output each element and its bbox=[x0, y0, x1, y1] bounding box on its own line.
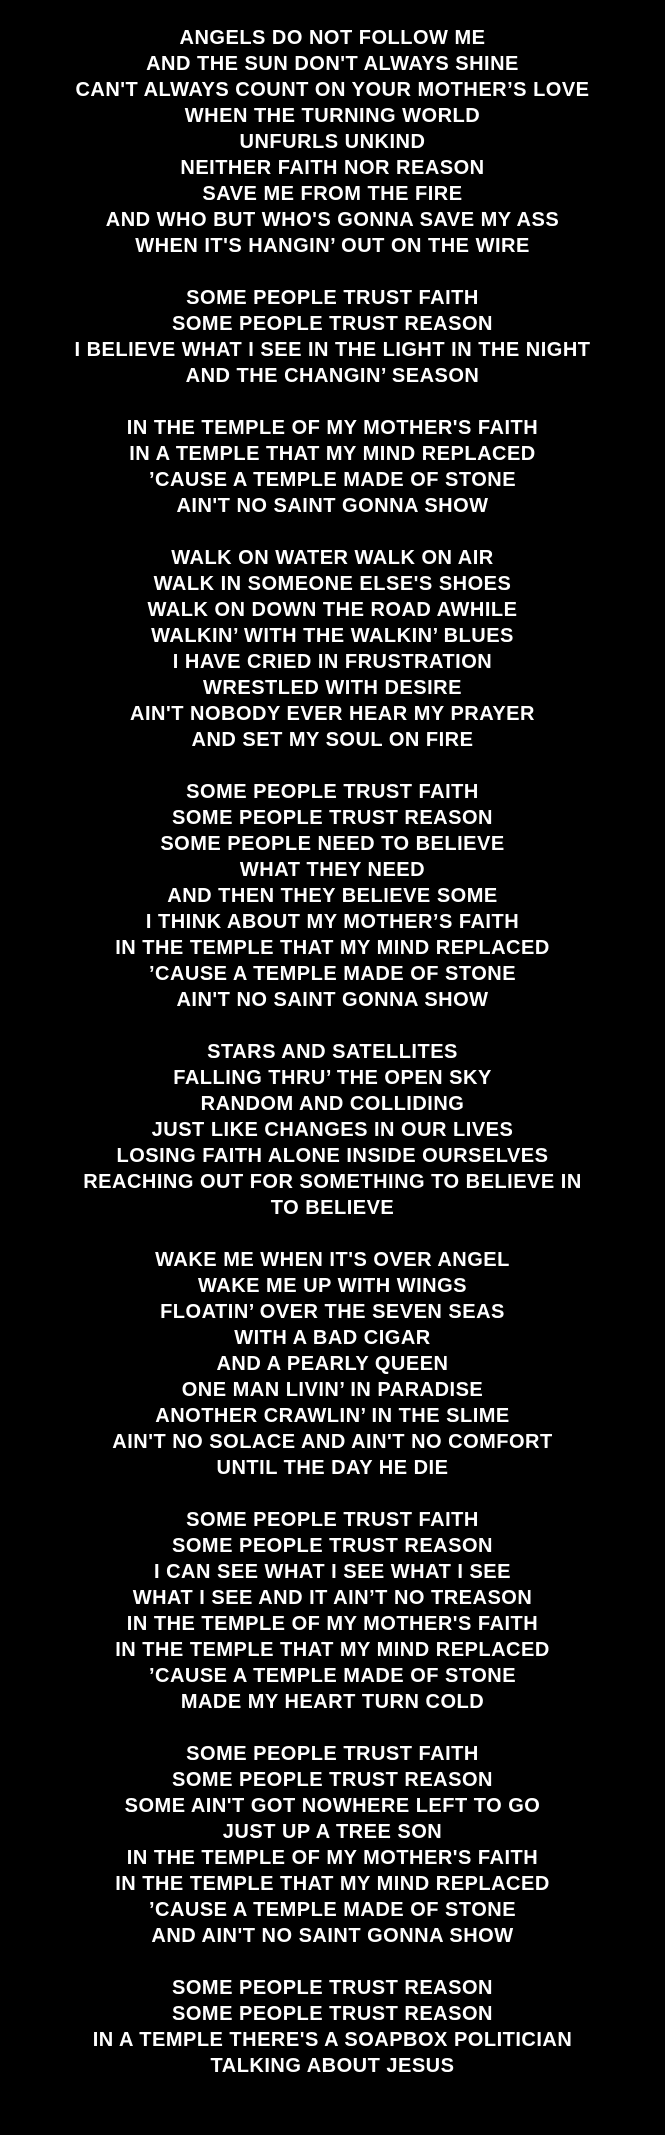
lyric-line: IN THE TEMPLE OF MY MOTHER'S FAITH bbox=[126, 1847, 539, 1869]
lyric-line: WALK IN SOMEONE ELSE'S SHOES bbox=[153, 573, 512, 595]
lyric-line: TALKING ABOUT JESUS bbox=[210, 2055, 455, 2077]
lyric-line: WHEN THE TURNING WORLD bbox=[184, 105, 481, 127]
stanza bbox=[0, 1741, 665, 1949]
lyric-line: WITH A BAD CIGAR bbox=[234, 1327, 431, 1349]
lyric-line: AIN'T NO SOLACE AND AIN'T NO COMFORT bbox=[112, 1431, 553, 1453]
lyric-line: SOME PEOPLE TRUST REASON bbox=[172, 1535, 493, 1557]
lyric-line: TO BELIEVE bbox=[270, 1197, 395, 1219]
lyric-line: SOME PEOPLE TRUST REASON bbox=[172, 313, 493, 335]
lyric-line: MADE MY HEART TURN COLD bbox=[180, 1691, 485, 1713]
lyric-line: SOME PEOPLE TRUST REASON bbox=[172, 2003, 493, 2025]
lyric-line: AND THE CHANGIN’ SEASON bbox=[185, 365, 480, 387]
lyric-line: SAVE ME FROM THE FIRE bbox=[202, 183, 463, 205]
lyric-line: STARS AND SATELLITES bbox=[207, 1041, 458, 1063]
lyric-line: ’CAUSE A TEMPLE MADE OF STONE bbox=[148, 469, 517, 491]
lyric-line: SOME PEOPLE TRUST REASON bbox=[172, 1769, 493, 1791]
stanza bbox=[0, 1507, 665, 1715]
lyric-line: WHEN IT'S HANGIN’ OUT ON THE WIRE bbox=[135, 235, 530, 257]
lyric-line: WAKE ME WHEN IT'S OVER ANGEL bbox=[155, 1249, 510, 1271]
lyric-line: AND SET MY SOUL ON FIRE bbox=[191, 729, 474, 751]
lyric-line: FALLING THRU’ THE OPEN SKY bbox=[173, 1067, 492, 1089]
stanza bbox=[0, 779, 665, 1013]
lyric-line: WALKIN’ WITH THE WALKIN’ BLUES bbox=[151, 625, 514, 647]
lyric-line: AND AIN'T NO SAINT GONNA SHOW bbox=[151, 1925, 514, 1947]
lyric-line: SOME PEOPLE TRUST FAITH bbox=[186, 781, 479, 803]
lyric-line: AND THEN THEY BELIEVE SOME bbox=[167, 885, 498, 907]
stanza bbox=[0, 1247, 665, 1481]
lyric-line: AIN'T NOBODY EVER HEAR MY PRAYER bbox=[130, 703, 535, 725]
lyric-line: ONE MAN LIVIN’ IN PARADISE bbox=[181, 1379, 484, 1401]
lyric-line: WRESTLED WITH DESIRE bbox=[203, 677, 462, 699]
lyric-line: IN THE TEMPLE OF MY MOTHER'S FAITH bbox=[126, 1613, 539, 1635]
lyric-line: I BELIEVE WHAT I SEE IN THE LIGHT IN THE NIGHT bbox=[74, 339, 591, 361]
lyric-line: ANGELS DO NOT FOLLOW ME bbox=[179, 27, 486, 49]
lyric-line: SOME PEOPLE TRUST FAITH bbox=[186, 287, 479, 309]
lyric-line: IN A TEMPLE THERE'S A SOAPBOX POLITICIAN bbox=[92, 2029, 573, 2051]
lyric-line: SOME PEOPLE TRUST FAITH bbox=[186, 1509, 479, 1531]
lyric-line: SOME PEOPLE TRUST REASON bbox=[172, 807, 493, 829]
lyric-line: UNFURLS UNKIND bbox=[239, 131, 426, 153]
lyric-line: IN THE TEMPLE THAT MY MIND REPLACED bbox=[115, 1639, 550, 1661]
lyric-line: AND WHO BUT WHO'S GONNA SAVE MY ASS bbox=[105, 209, 560, 231]
lyric-line: WHAT THEY NEED bbox=[239, 859, 426, 881]
lyric-line: AND THE SUN DON'T ALWAYS SHINE bbox=[146, 53, 519, 75]
stanza bbox=[0, 415, 665, 519]
lyric-line: ’CAUSE A TEMPLE MADE OF STONE bbox=[148, 1665, 517, 1687]
lyric-line: AND A PEARLY QUEEN bbox=[216, 1353, 449, 1375]
lyric-line: I CAN SEE WHAT I SEE WHAT I SEE bbox=[153, 1561, 511, 1583]
lyric-line: IN THE TEMPLE THAT MY MIND REPLACED bbox=[115, 1873, 550, 1895]
lyric-line: AIN'T NO SAINT GONNA SHOW bbox=[176, 989, 489, 1011]
lyric-line: IN THE TEMPLE THAT MY MIND REPLACED bbox=[115, 937, 550, 959]
lyric-line: WALK ON WATER WALK ON AIR bbox=[171, 547, 494, 569]
lyric-line: JUST LIKE CHANGES IN OUR LIVES bbox=[151, 1119, 514, 1141]
lyric-line: SOME PEOPLE NEED TO BELIEVE bbox=[160, 833, 505, 855]
stanza bbox=[0, 545, 665, 753]
lyric-line: SOME AIN'T GOT NOWHERE LEFT TO GO bbox=[124, 1795, 541, 1817]
lyric-line: IN A TEMPLE THAT MY MIND REPLACED bbox=[129, 443, 536, 465]
stanza bbox=[0, 25, 665, 259]
lyric-line: WHAT I SEE AND IT AIN’T NO TREASON bbox=[132, 1587, 533, 1609]
lyric-line: UNTIL THE DAY HE DIE bbox=[216, 1457, 449, 1479]
stanza bbox=[0, 1975, 665, 2079]
lyric-line: SOME PEOPLE TRUST FAITH bbox=[186, 1743, 479, 1765]
lyric-line: ’CAUSE A TEMPLE MADE OF STONE bbox=[148, 1899, 517, 1921]
lyric-line: IN THE TEMPLE OF MY MOTHER'S FAITH bbox=[126, 417, 539, 439]
lyric-line: JUST UP A TREE SON bbox=[222, 1821, 443, 1843]
lyric-line: WAKE ME UP WITH WINGS bbox=[197, 1275, 467, 1297]
lyrics bbox=[0, 25, 665, 2079]
lyric-line: ANOTHER CRAWLIN’ IN THE SLIME bbox=[155, 1405, 510, 1427]
lyric-line: CAN'T ALWAYS COUNT ON YOUR MOTHER’S LOVE bbox=[75, 79, 590, 101]
lyric-line: REACHING OUT FOR SOMETHING TO BELIEVE IN bbox=[83, 1171, 582, 1193]
stanza bbox=[0, 285, 665, 389]
lyric-line: ’CAUSE A TEMPLE MADE OF STONE bbox=[148, 963, 517, 985]
lyric-line: SOME PEOPLE TRUST REASON bbox=[172, 1977, 493, 1999]
lyric-line: NEITHER FAITH NOR REASON bbox=[180, 157, 485, 179]
lyric-line: LOSING FAITH ALONE INSIDE OURSELVES bbox=[116, 1145, 549, 1167]
stanza bbox=[0, 1039, 665, 1221]
lyric-line: RANDOM AND COLLIDING bbox=[200, 1093, 465, 1115]
lyric-line: AIN'T NO SAINT GONNA SHOW bbox=[176, 495, 489, 517]
lyric-line: I THINK ABOUT MY MOTHER’S FAITH bbox=[145, 911, 520, 933]
lyric-line: WALK ON DOWN THE ROAD AWHILE bbox=[147, 599, 518, 621]
lyric-line: I HAVE CRIED IN FRUSTRATION bbox=[172, 651, 493, 673]
lyric-line: FLOATIN’ OVER THE SEVEN SEAS bbox=[160, 1301, 505, 1323]
